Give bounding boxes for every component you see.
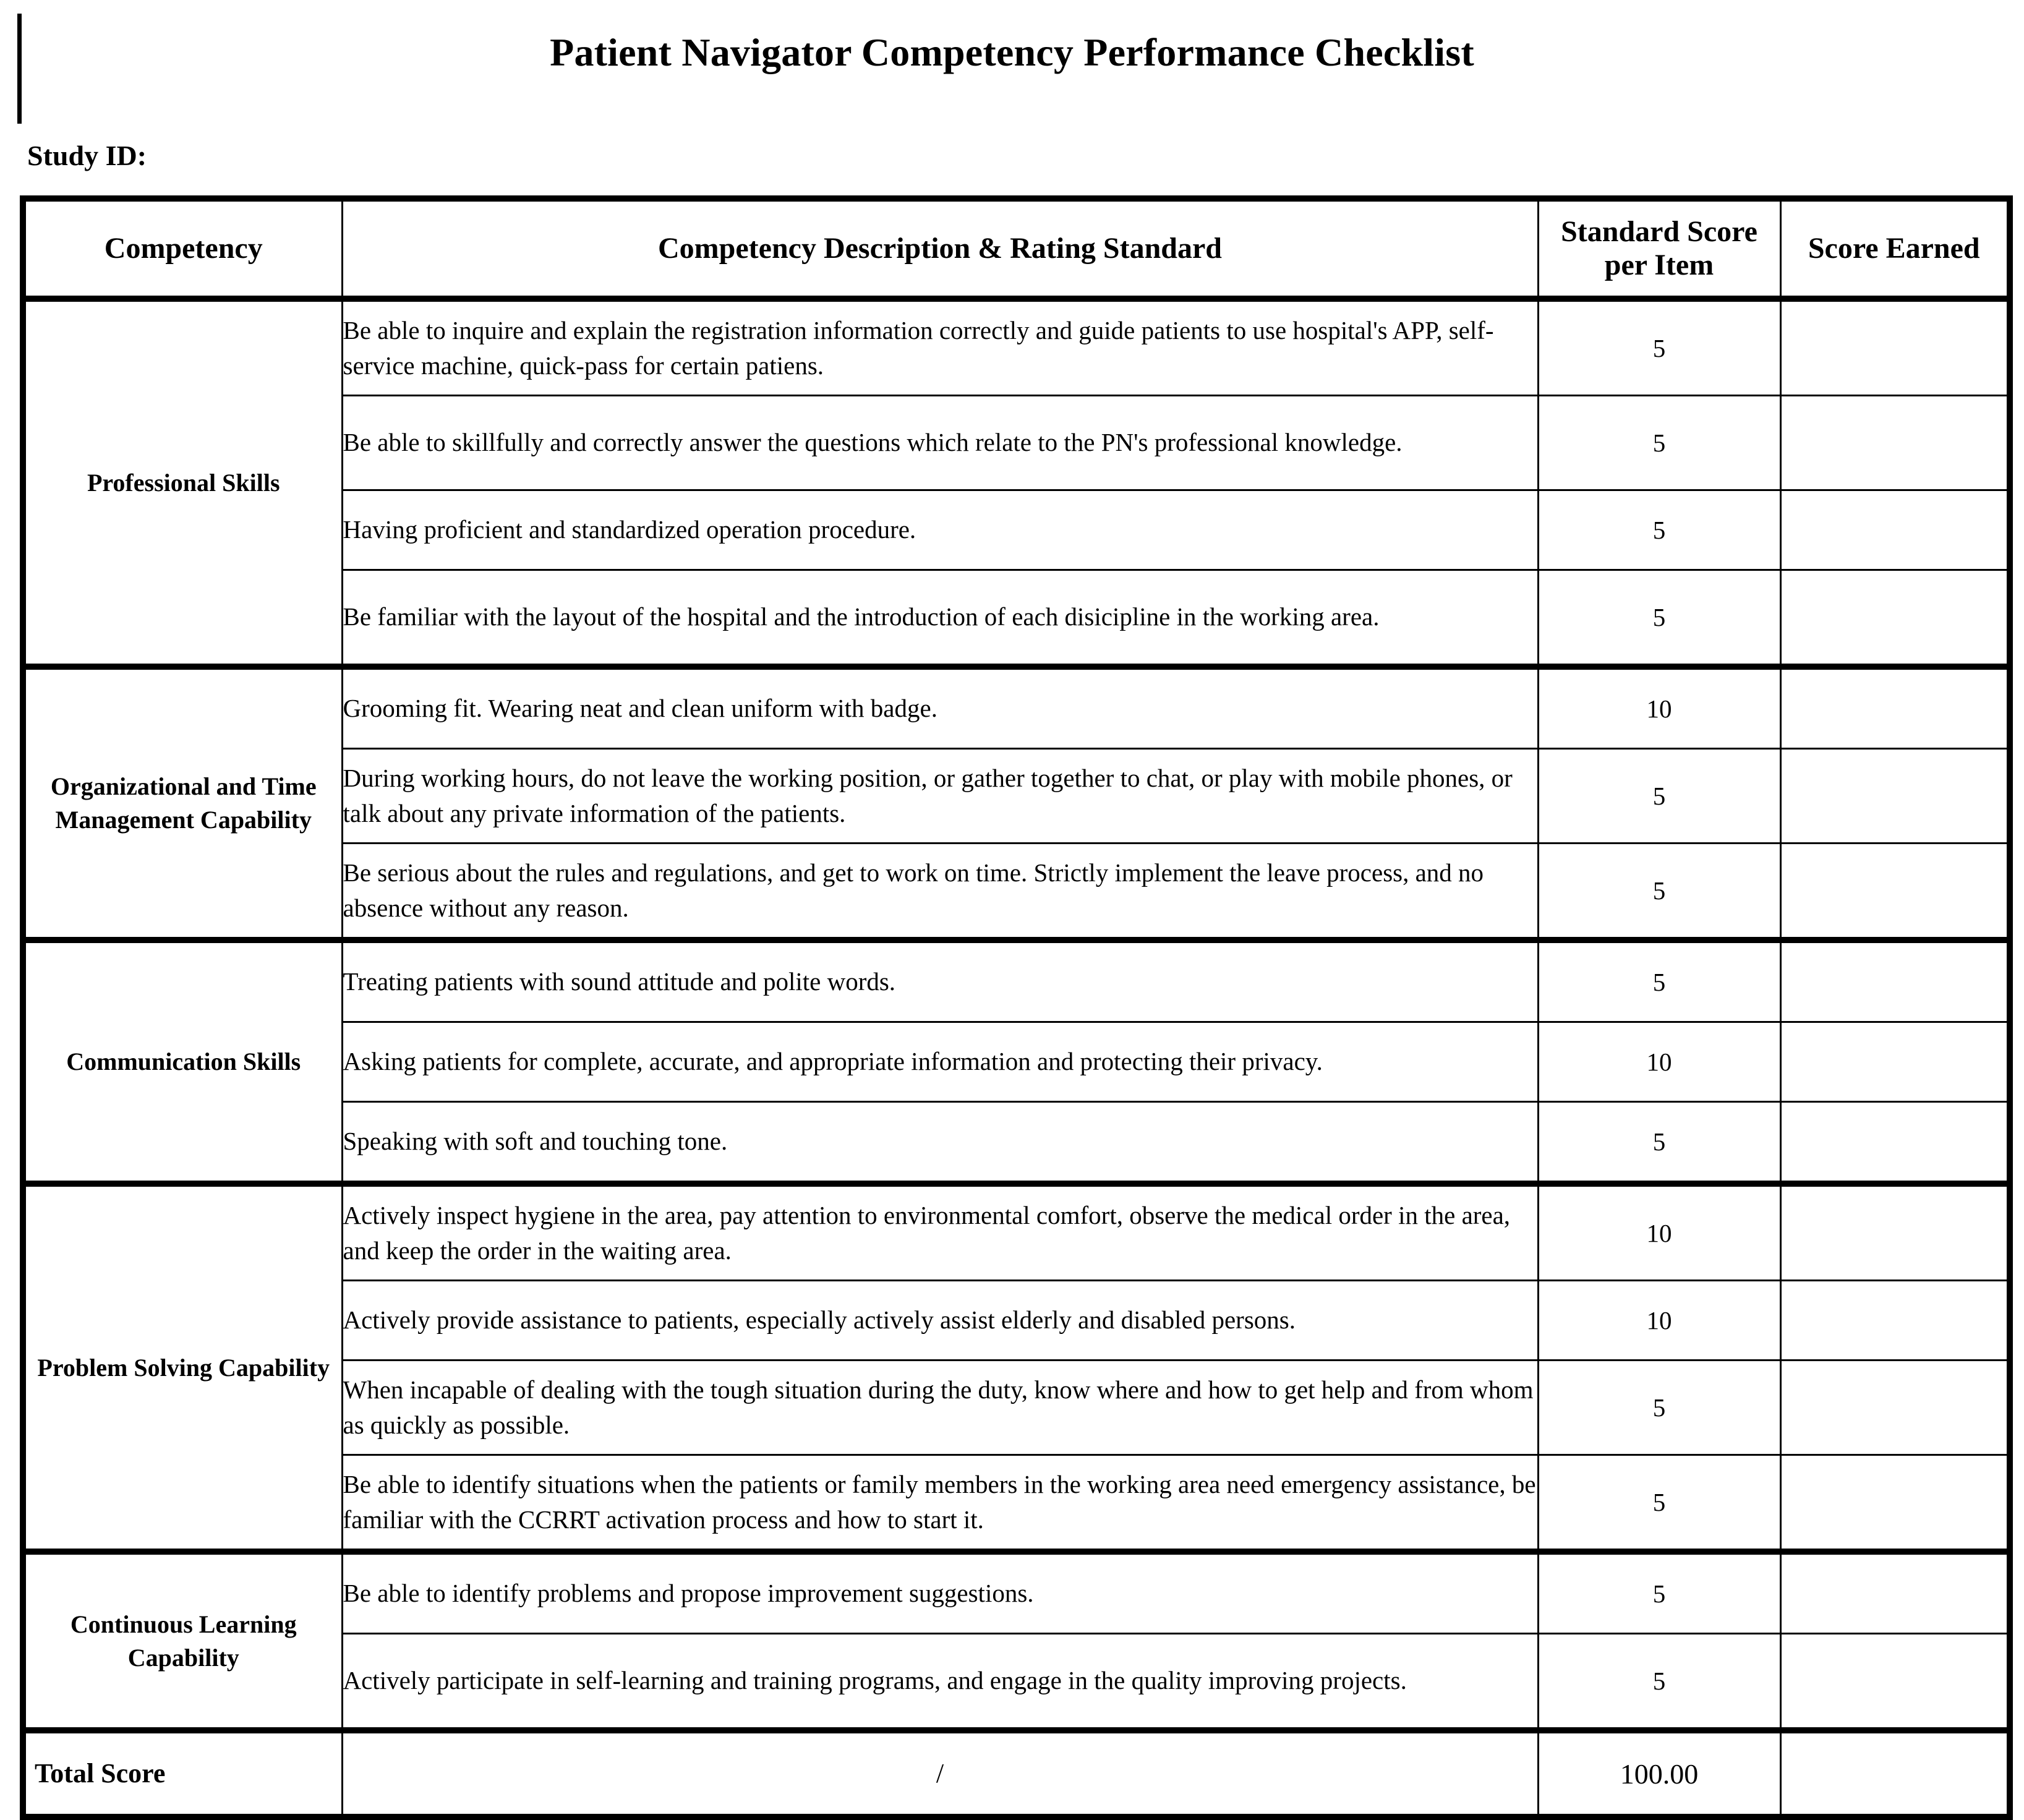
- table-row: [23, 1552, 2010, 1634]
- item-description: Be serious about the rules and regulations, and get to work on time. Strictly implement the leave process, and no absence without any reason.: [342, 844, 1538, 941]
- item-score-earned[interactable]: [1780, 1634, 2010, 1731]
- item-standard-score: 5: [1538, 299, 1780, 396]
- item-description: Be able to inquire and explain the registration information correctly and guide patients to use hospital's APP, self-service machine, quick-pass for certain patiens.: [342, 299, 1538, 396]
- table-row: [23, 1184, 2010, 1281]
- item-description: Speaking with soft and touching tone.: [342, 1102, 1538, 1184]
- total-score-description: /: [342, 1730, 1538, 1817]
- item-score-earned[interactable]: [1780, 1455, 2010, 1552]
- item-description: Having proficient and standardized operation procedure.: [342, 490, 1538, 570]
- item-description: Actively provide assistance to patients, especially actively assist elderly and disabled persons.: [342, 1281, 1538, 1361]
- item-description: Grooming fit. Wearing neat and clean uniform with badge.: [342, 667, 1538, 749]
- item-standard-score: 5: [1538, 749, 1780, 844]
- item-description: Be able to identify situations when the patients or family members in the working area need emergency assistance, be familiar with the CCRRT activation process and how to start it.: [342, 1455, 1538, 1552]
- item-standard-score: 5: [1538, 940, 1780, 1022]
- total-score-row: [23, 1730, 2010, 1817]
- item-description: Be familiar with the layout of the hospital and the introduction of each disicipline in the working area.: [342, 570, 1538, 667]
- item-score-earned[interactable]: [1780, 1184, 2010, 1281]
- header-description: Competency Description & Rating Standard: [342, 199, 1538, 299]
- total-score-label: Total Score: [23, 1730, 342, 1817]
- item-standard-score: 5: [1538, 1102, 1780, 1184]
- item-score-earned[interactable]: [1780, 1361, 2010, 1455]
- item-score-earned[interactable]: [1780, 299, 2010, 396]
- competency-group-label: Professional Skills: [23, 299, 342, 667]
- item-score-earned[interactable]: [1780, 749, 2010, 844]
- item-standard-score: 10: [1538, 667, 1780, 749]
- table-row: [23, 299, 2010, 396]
- item-score-earned[interactable]: [1780, 570, 2010, 667]
- item-score-earned[interactable]: [1780, 1281, 2010, 1361]
- item-score-earned[interactable]: [1780, 1102, 2010, 1184]
- item-standard-score: 5: [1538, 396, 1780, 490]
- item-standard-score: 10: [1538, 1184, 1780, 1281]
- item-score-earned[interactable]: [1780, 396, 2010, 490]
- table-body: [23, 299, 2010, 1817]
- header-competency: Competency: [23, 199, 342, 299]
- study-id-label: Study ID:: [27, 140, 147, 171]
- item-description: Be able to identify problems and propose improvement suggestions.: [342, 1552, 1538, 1634]
- table-row: [23, 940, 2010, 1022]
- item-score-earned[interactable]: [1780, 940, 2010, 1022]
- table-row: [23, 667, 2010, 749]
- item-description: Asking patients for complete, accurate, and appropriate information and protecting their privacy.: [342, 1022, 1538, 1102]
- item-description: Be able to skillfully and correctly answer the questions which relate to the PN's professional knowledge.: [342, 396, 1538, 490]
- item-score-earned[interactable]: [1780, 1022, 2010, 1102]
- item-score-earned[interactable]: [1780, 667, 2010, 749]
- header-standard-score-line2: per Item: [1604, 249, 1714, 281]
- header-standard-score-line1: Standard Score: [1561, 215, 1757, 249]
- item-score-earned[interactable]: [1780, 490, 2010, 570]
- competency-group-label: Continuous Learning Capability: [23, 1552, 342, 1730]
- item-description: Actively inspect hygiene in the area, pay attention to environmental comfort, observe the medical order in the area, and keep the order in the waiting area.: [342, 1184, 1538, 1281]
- item-description: When incapable of dealing with the tough situation during the duty, know where and how to get help and from whom as quickly as possible.: [342, 1361, 1538, 1455]
- item-score-earned[interactable]: [1780, 1552, 2010, 1634]
- page-title: Patient Navigator Competency Performance Checklist: [550, 30, 1474, 74]
- item-standard-score: 5: [1538, 1361, 1780, 1455]
- table-header-row: [23, 199, 2010, 299]
- item-standard-score: 5: [1538, 1455, 1780, 1552]
- total-score-earned[interactable]: [1780, 1730, 2010, 1817]
- header-standard-score: [1538, 199, 1780, 299]
- item-description: Treating patients with sound attitude and polite words.: [342, 940, 1538, 1022]
- item-standard-score: 5: [1538, 844, 1780, 941]
- item-score-earned[interactable]: [1780, 844, 2010, 941]
- competency-group-label: Communication Skills: [23, 940, 342, 1184]
- competency-group-label: Organizational and Time Management Capability: [23, 667, 342, 940]
- item-standard-score: 5: [1538, 570, 1780, 667]
- item-standard-score: 5: [1538, 1634, 1780, 1731]
- item-standard-score: 5: [1538, 1552, 1780, 1634]
- item-description: Actively participate in self-learning and training programs, and engage in the quality improving projects.: [342, 1634, 1538, 1731]
- total-standard-score: 100.00: [1538, 1730, 1780, 1817]
- competency-group-label: Problem Solving Capability: [23, 1184, 342, 1552]
- item-standard-score: 10: [1538, 1022, 1780, 1102]
- item-description: During working hours, do not leave the working position, or gather together to chat, or play with mobile phones, or talk about any private information of the patients.: [342, 749, 1538, 844]
- item-standard-score: 10: [1538, 1281, 1780, 1361]
- header-score-earned: Score Earned: [1780, 199, 2010, 299]
- item-standard-score: 5: [1538, 490, 1780, 570]
- competency-checklist-table: [20, 195, 2013, 1820]
